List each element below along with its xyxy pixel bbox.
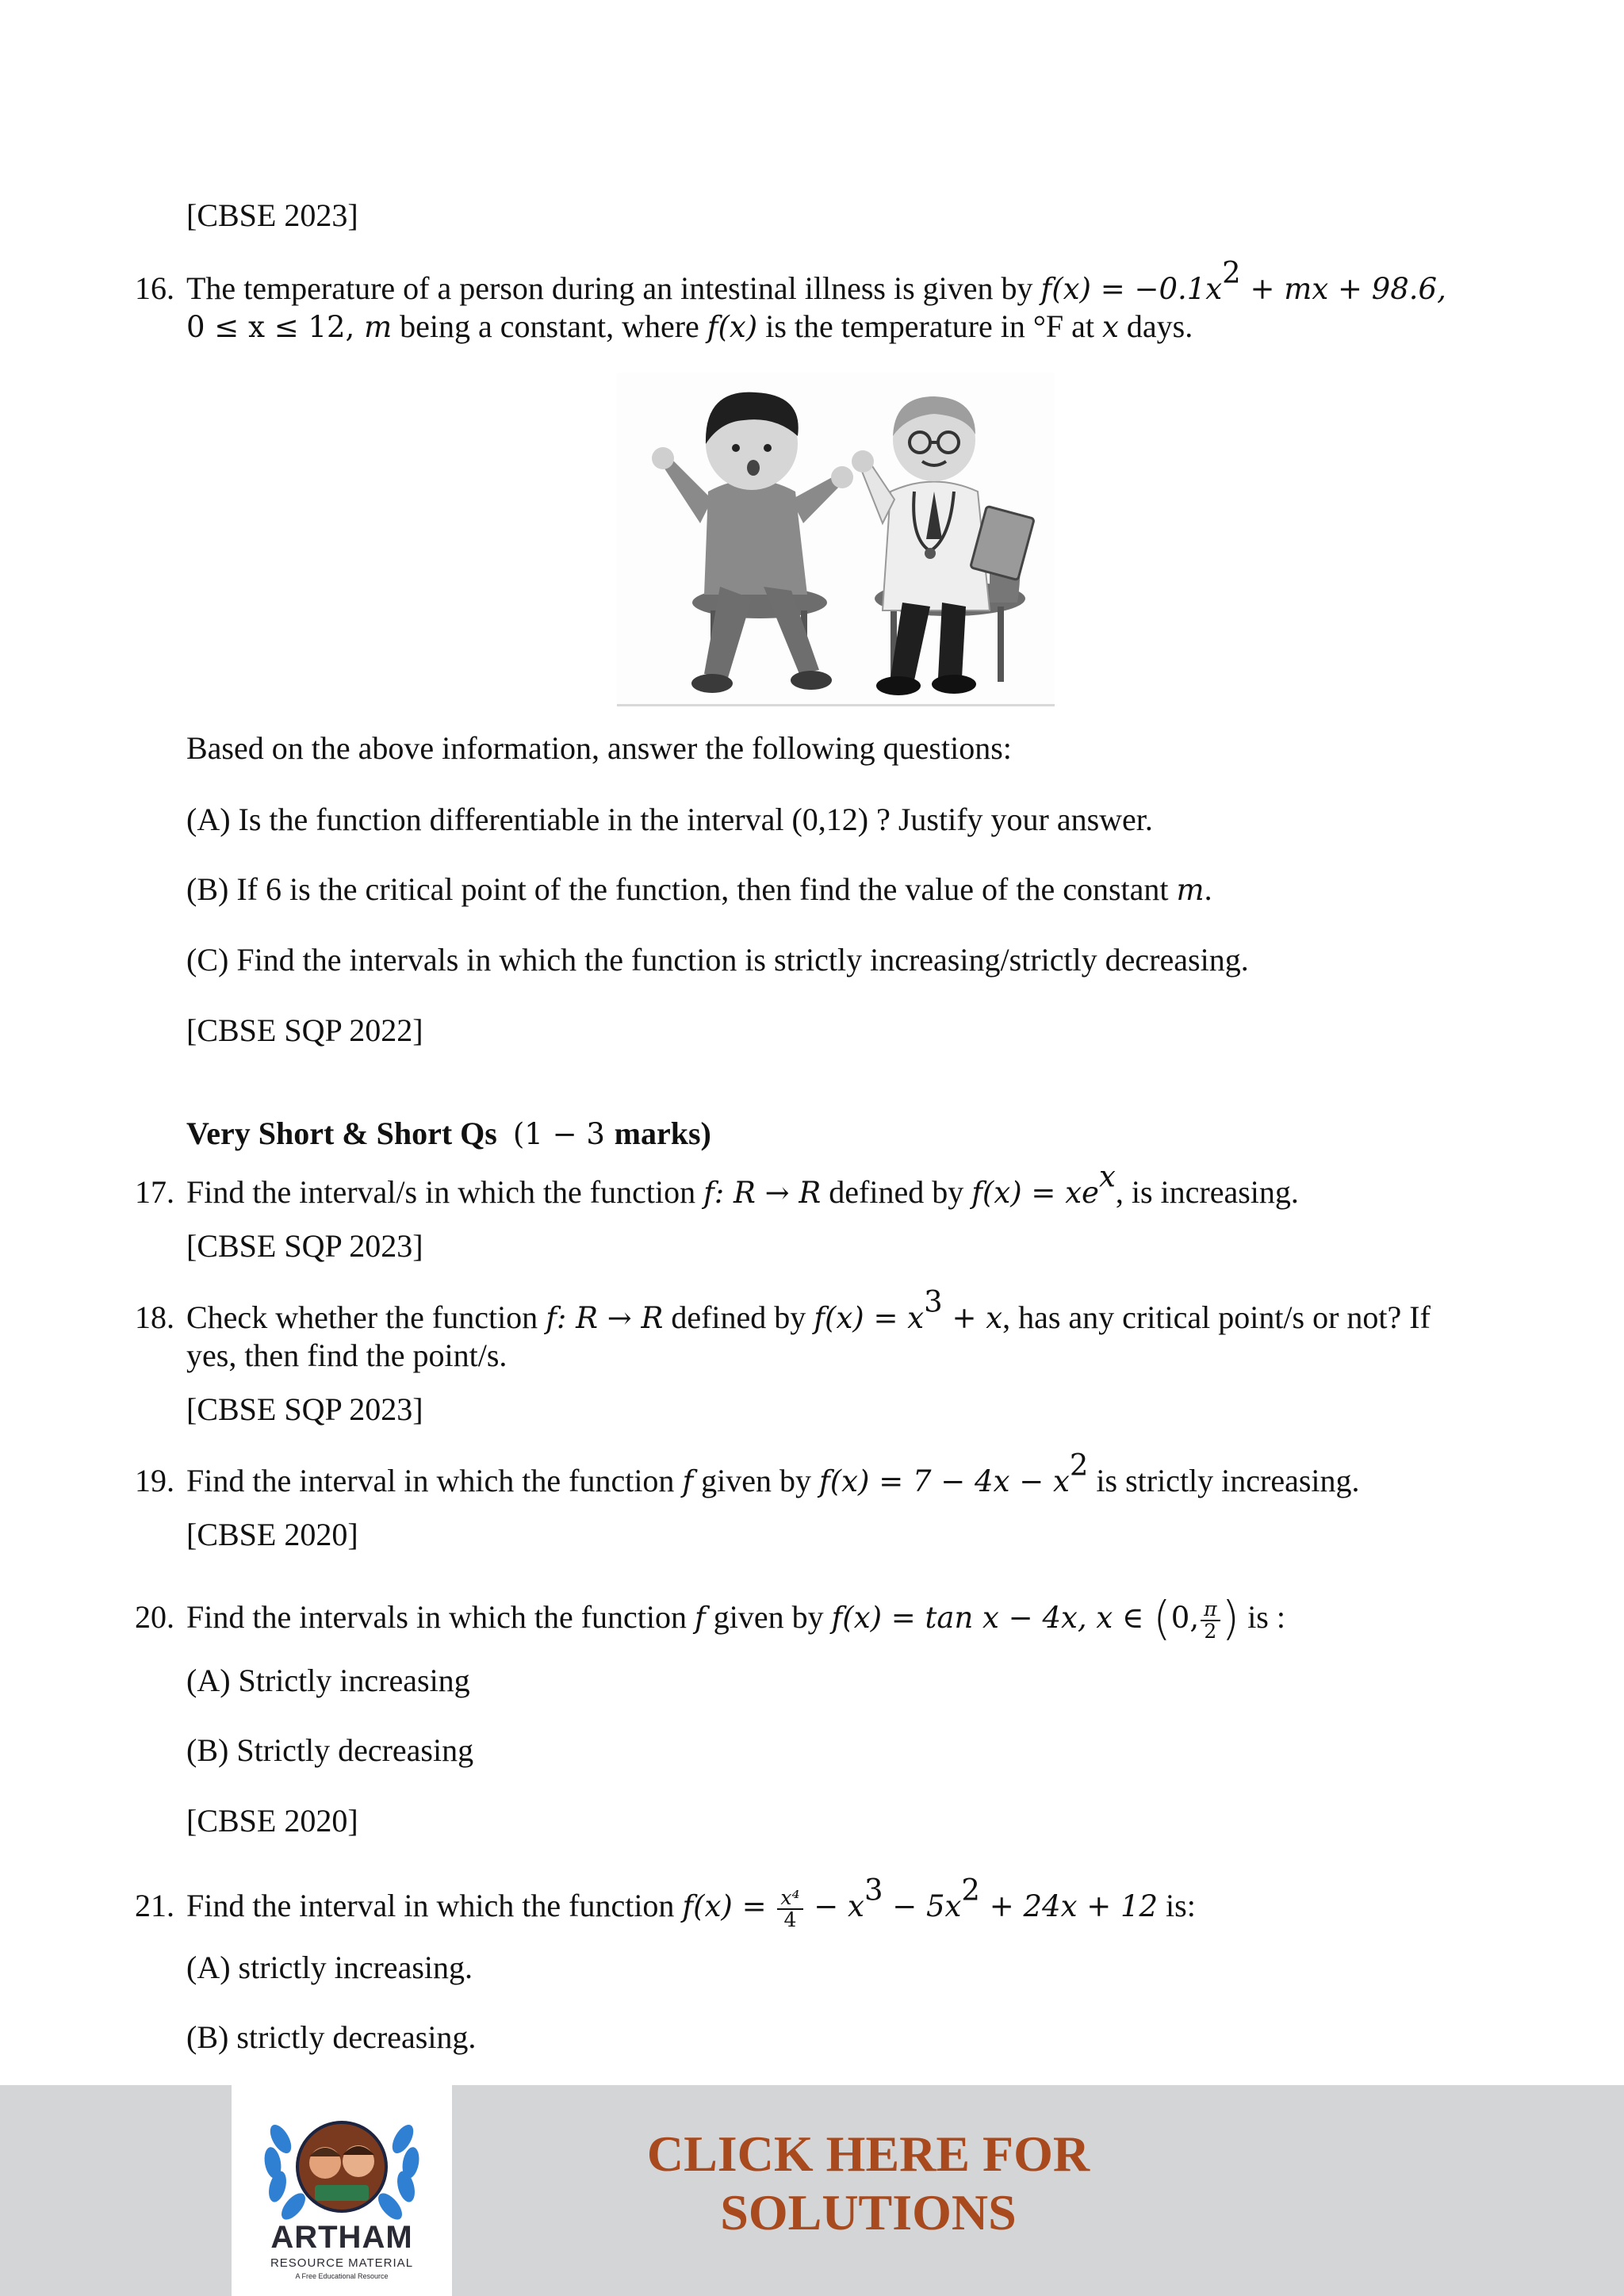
q18-sup: 3: [924, 1284, 943, 1319]
logo-title: ARTHAM: [270, 2220, 413, 2255]
q19-source: [CBSE 2020]: [186, 1517, 358, 1552]
q20-frac-num: π: [1201, 1599, 1220, 1621]
q21-number: 21.: [135, 1888, 174, 1923]
section-marks: (1 − 3: [512, 1117, 615, 1151]
q20-frac-den: 2: [1204, 1619, 1217, 1643]
q19-sup: 2: [1069, 1448, 1089, 1483]
q20-f: f: [695, 1601, 706, 1635]
q16-line1: The temperature of a person during an intestinal illness is given by $f(x) = -0.1x^2$ + mx + 98.6,: [186, 255, 1446, 306]
section-marks-word: marks): [614, 1115, 711, 1151]
q17-text2: defined by: [821, 1174, 972, 1210]
q18-number: 18.: [135, 1299, 174, 1335]
q20-fraction: [1201, 1599, 1220, 1642]
section-heading: [186, 1115, 711, 1154]
cta-line1: CLICK HERE FOR: [646, 2126, 1090, 2182]
q17-formula: f(x) = xe: [971, 1176, 1099, 1210]
q20-number: 20.: [135, 1599, 174, 1635]
q21-line1: [186, 1873, 1196, 1931]
q17-text3: , is increasing.: [1115, 1174, 1299, 1210]
artham-logo[interactable]: [232, 2085, 452, 2296]
q21-text1: Find the interval in which the function: [186, 1888, 683, 1923]
q16-part-b-m: m: [1176, 873, 1205, 907]
q16-part-b-text: (B) If 6 is the critical point of the function, then find the value of the constant: [186, 871, 1177, 907]
patient-doctor-image: [617, 373, 1055, 704]
q18-formula-rest: + x: [942, 1301, 1003, 1335]
q17-sup: x: [1098, 1159, 1116, 1194]
q16-domain: 0 ≤ x ≤ 12,: [186, 310, 365, 344]
q18-line2: yes, then find the point/s.: [186, 1337, 508, 1373]
q20-part-a: (A) Strictly increasing: [186, 1663, 470, 1698]
q18-text2: defined by: [663, 1299, 814, 1335]
q18-line1: [186, 1284, 1431, 1337]
q17-text1: Find the interval/s in which the function: [186, 1174, 704, 1210]
section-title: Very Short & Short Qs: [186, 1115, 497, 1151]
q19-formula: f(x) = 7 − 4x − x: [819, 1464, 1070, 1498]
solutions-link[interactable]: [508, 2125, 1229, 2242]
q16-text-b: being a constant, where: [392, 308, 707, 344]
q20-text3: is :: [1239, 1599, 1285, 1635]
q16-part-b: [186, 871, 1212, 909]
q15-source: [CBSE 2023]: [186, 197, 358, 233]
q16-part-a: (A) Is the function differentiable in the interval (0,12) ? Justify your answer.: [186, 802, 1153, 837]
logo-subtitle: RESOURCE MATERIAL: [270, 2256, 414, 2270]
q18-source: [CBSE SQP 2023]: [186, 1391, 423, 1427]
q16-formula-rest: + mx + 98.6,: [1240, 272, 1446, 306]
q19-f: f: [682, 1464, 694, 1498]
q20-text2: given by: [705, 1599, 832, 1635]
footer-banner: [0, 2085, 1624, 2296]
q19-text2: given by: [693, 1463, 820, 1498]
q21-text3: is:: [1158, 1888, 1196, 1923]
logo-tagline: A Free Educational Resource: [295, 2272, 389, 2280]
cta-line2: SOLUTIONS: [720, 2184, 1017, 2241]
q16-x: x: [1102, 310, 1119, 344]
q20-source: [CBSE 2020]: [186, 1803, 358, 1839]
q17-line1: [186, 1159, 1299, 1212]
q16-text-c: is the temperature in °F at: [757, 308, 1102, 344]
q16-line2: [186, 308, 1193, 346]
q19-text3: is strictly increasing.: [1088, 1463, 1360, 1498]
q20-interval-lo: 0,: [1170, 1601, 1200, 1635]
q21-fx: f(x) =: [682, 1889, 776, 1923]
q21-frac-den: 4: [783, 1908, 797, 1931]
q21-part-b: (B) strictly decreasing.: [186, 2019, 477, 2055]
q18-formula: f(x) = x: [814, 1301, 925, 1335]
q16-based: Based on the above information, answer the following questions:: [186, 730, 1012, 766]
q18-text3: , has any critical point/s or not? If: [1002, 1299, 1431, 1335]
q16-intro: The temperature of a person during an intestinal illness is given by: [186, 270, 1041, 306]
q21-rest: − x: [804, 1889, 864, 1923]
q21-fraction: [777, 1885, 802, 1931]
q21-rest3: + 24x + 12: [979, 1889, 1159, 1923]
q18-map: f: R → R: [546, 1301, 664, 1335]
q21-part-a: (A) strictly increasing.: [186, 1950, 473, 1985]
q19-line1: [186, 1448, 1360, 1501]
close-paren: ): [1221, 1591, 1240, 1645]
q16-text-d: days.: [1118, 308, 1193, 344]
q16-part-c: (C) Find the intervals in which the function is strictly increasing/strictly decreasing.: [186, 942, 1249, 978]
q20-part-b: (B) Strictly decreasing: [186, 1732, 474, 1768]
q17-source: [CBSE SQP 2023]: [186, 1228, 423, 1264]
q16-source: [CBSE SQP 2022]: [186, 1012, 423, 1048]
q21-frac-num: x⁴: [777, 1888, 802, 1910]
q16-m: m: [364, 310, 393, 344]
q16-formula: f(x) = −0.1x: [1040, 272, 1223, 306]
laurel-wreath-icon: [232, 2091, 452, 2234]
q21-rest2: − 5x: [883, 1889, 962, 1923]
q20-text1: Find the intervals in which the function: [186, 1599, 695, 1635]
q20-line1: [186, 1591, 1285, 1645]
q16-number: 16.: [135, 270, 174, 306]
q19-number: 19.: [135, 1463, 174, 1498]
open-paren: (: [1153, 1591, 1171, 1645]
q19-text1: Find the interval in which the function: [186, 1463, 683, 1498]
q16-fx: f(x): [707, 310, 758, 344]
patient-doctor-illustration: [617, 373, 1055, 706]
q21-sup1: 3: [864, 1873, 883, 1908]
q20-formula: f(x) = tan x − 4x, x ∈: [831, 1601, 1154, 1635]
q21-sup2: 2: [961, 1873, 980, 1908]
q17-number: 17.: [135, 1174, 174, 1210]
q16-part-b-end: .: [1204, 871, 1212, 907]
q17-map: f: R → R: [703, 1176, 822, 1210]
q18-text1: Check whether the function: [186, 1299, 546, 1335]
